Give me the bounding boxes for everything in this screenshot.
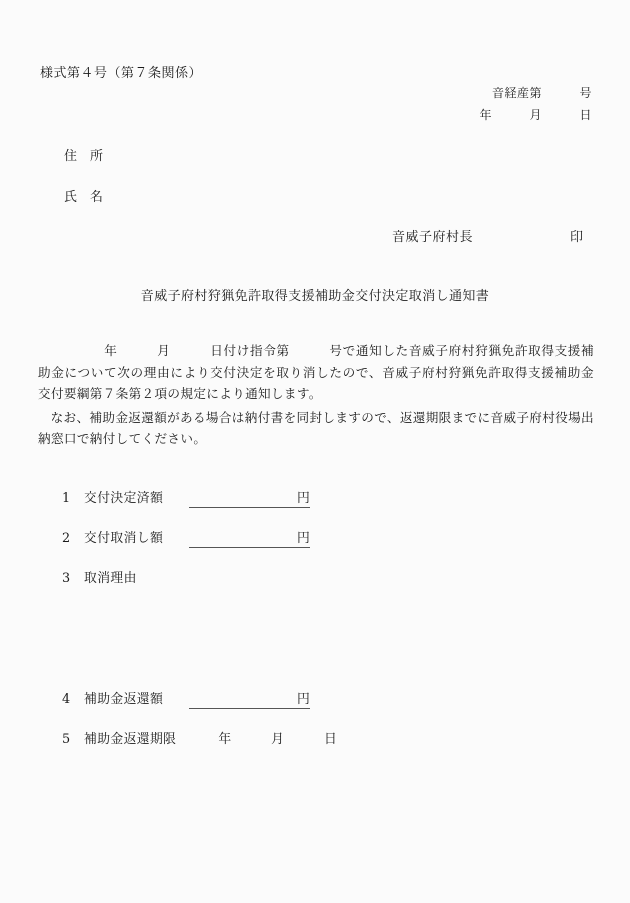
amount-input-4[interactable] xyxy=(189,688,310,709)
item-number-4: 4 xyxy=(62,692,71,707)
amount-input-1[interactable] xyxy=(189,487,310,508)
issuer-title: 音威子府村長 xyxy=(392,230,474,245)
body-paragraph-2: なお、補助金返還額がある場合は納付書を同封しますので、返還期限までに音威子府村役場出納窓口で納付してください。 xyxy=(38,409,594,446)
seal-mark-icon: 印 xyxy=(570,230,584,245)
body-text xyxy=(38,340,594,450)
form-number-label: 様式第４号（第７条関係） xyxy=(40,66,203,81)
item-row-4 xyxy=(62,688,310,709)
amount-unit-4: 円 xyxy=(296,692,311,707)
item-number-2: 2 xyxy=(62,531,71,546)
document-date-line: 年 月 日 xyxy=(479,108,592,122)
item-label-2: 交付取消し額 xyxy=(84,531,164,546)
document-number-line: 音経産第 号 xyxy=(491,86,592,100)
body-paragraph-1-text: 年 月 日付け指令第 号で通知した音威子府村狩猟免許取得支援補助金について次の理由により交付決定を取り消したので、音威子府村狩猟免許取得支援補助金交付要綱第７条第２項の規定により通知します。 xyxy=(38,343,594,401)
amount-unit-1: 円 xyxy=(296,491,311,506)
item-number-1: 1 xyxy=(62,491,71,506)
reason-write-in-area[interactable] xyxy=(62,592,502,672)
item-label-3: 取消理由 xyxy=(84,571,137,586)
date-input-5[interactable]: 年 月 日 xyxy=(218,732,338,747)
item-label-1: 交付決定済額 xyxy=(84,491,164,506)
item-number-3: 3 xyxy=(62,571,71,586)
item-row-5 xyxy=(62,728,337,747)
item-row-2 xyxy=(62,527,310,548)
item-row-1 xyxy=(62,487,310,508)
item-row-3 xyxy=(62,567,137,586)
recipient-address-label: 住 所 xyxy=(64,149,104,164)
item-number-5: 5 xyxy=(62,732,71,747)
recipient-name-label: 氏 名 xyxy=(64,190,104,205)
amount-input-2[interactable] xyxy=(189,527,310,548)
issuer-row xyxy=(0,226,630,246)
item-label-5: 補助金返還期限 xyxy=(84,732,177,747)
page-title: 音威子府村狩猟免許取得支援補助金交付決定取消し通知書 xyxy=(140,289,490,304)
item-label-4: 補助金返還額 xyxy=(84,692,164,707)
body-paragraph-1 xyxy=(38,340,594,405)
amount-unit-2: 円 xyxy=(296,531,311,546)
